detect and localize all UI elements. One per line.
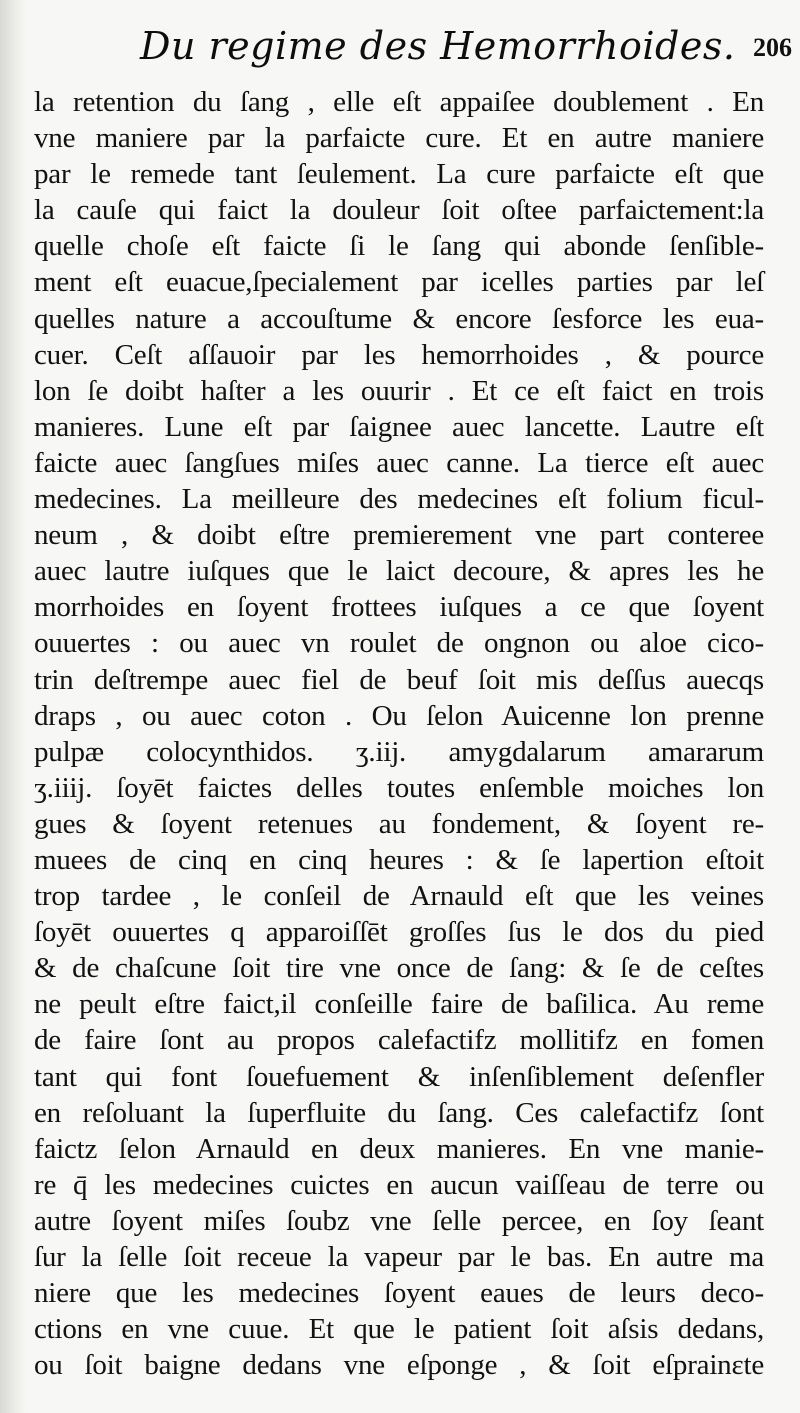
text-line: neum , & doibt eſtre premierement vne part conteree xyxy=(34,519,764,552)
text-line: ne peult eſtre faict,il conſeille faire de baſilica. Au reme xyxy=(34,988,764,1021)
text-line: trin deſtrempe auec fiel de beuf ſoit mis deſſus auecqs xyxy=(34,663,764,696)
text-line: re q̄ les medecines cuictes en aucun vaiſſeau de terre ou xyxy=(34,1168,764,1201)
text-line: & de chaſcune ſoit tire vne once de ſang: & ſe de ceſtes xyxy=(34,952,764,985)
text-line: ſoyēt ouuertes q apparoiſſēt groſſes ſus le dos du pied xyxy=(34,916,764,949)
text-line: ctions en vne cuue. Et que le patient ſoit aſsis dedans, xyxy=(34,1313,764,1346)
text-line: cuer. Ceſt aſſauoir par les hemorrhoides , & pource xyxy=(34,338,764,371)
text-line: faictz ſelon Arnauld en deux manieres. En vne manie- xyxy=(34,1132,764,1165)
text-line: trop tardee , le conſeil de Arnauld eſt que les veines xyxy=(34,880,764,913)
text-line: lon ſe doibt haſter a les ouurir . Et ce eſt faict en trois xyxy=(34,374,764,407)
text-line: morrhoides en ſoyent frottees iuſques a ce que ſoyent xyxy=(34,591,764,624)
text-line: faicte auec ſangſues miſes auec canne. La tierce eſt auec xyxy=(34,446,764,479)
text-line: la retention du ſang , elle eſt appaiſee doublement . En xyxy=(34,86,764,118)
text-line: medecines. La meilleure des medecines eſt folium ficul- xyxy=(34,483,764,516)
text-line: quelles nature a accouſtume & encore ſesforce les eua- xyxy=(34,302,764,335)
text-line: gues & ſoyent retenues au fondement, & ſoyent re- xyxy=(34,807,764,840)
text-line: autre ſoyent miſes ſoubz vne ſelle percee, en ſoy ſeant xyxy=(34,1204,764,1237)
text-line: draps , ou auec coton . Ou ſelon Auicenne lon prenne xyxy=(34,699,764,732)
running-head: Du regime des Hemorrhoides. xyxy=(140,24,736,68)
text-line: vne maniere par la parfaicte cure. Et en autre maniere xyxy=(34,122,764,155)
page-number: 206 xyxy=(753,33,792,62)
body-text xyxy=(34,84,764,1383)
text-line: en reſoluant la ſuperfluite du ſang. Ces calefactifz ſont xyxy=(34,1096,764,1129)
text-line: niere que les medecines ſoyent eaues de leurs deco- xyxy=(34,1277,764,1310)
text-line: par le remede tant ſeulement. La cure parfaicte eſt que xyxy=(34,158,764,191)
text-line: manieres. Lune eſt par ſaignee auec lancette. Lautre eſt xyxy=(34,410,764,443)
text-line: auec lautre iuſques que le laict decoure, & apres les he xyxy=(34,555,764,588)
text-line: ment eſt euacue,ſpecialement par icelles parties par leſ xyxy=(34,266,764,299)
text-line: tant qui font ſouefuement & inſenſiblement deſenfler xyxy=(34,1060,764,1093)
text-line: quelle choſe eſt faicte ſi le ſang qui abonde ſenſible- xyxy=(34,230,764,263)
text-line: ſur la ſelle ſoit receue la vapeur par le bas. En autre ma xyxy=(34,1241,764,1273)
page-gutter-shadow xyxy=(0,0,26,1413)
text-line: muees de cinq en cinq heures : & ſe lapertion eſtoit xyxy=(34,843,764,876)
text-line: la cauſe qui faict la douleur ſoit oſtee parfaictement:la xyxy=(34,194,764,227)
text-line: de faire ſont au propos calefactifz mollitifz en fomen xyxy=(34,1024,764,1057)
text-line: ʒ.iiij. ſoyēt faictes delles toutes enſemble moiches lon xyxy=(34,771,764,804)
text-line: ou ſoit baigne dedans vne eſponge , & ſoit eſprainɛte xyxy=(34,1349,764,1382)
text-line: ouuertes : ou auec vn roulet de ongnon ou aloe cico- xyxy=(34,627,764,660)
text-line: pulpæ colocynthidos. ʒ.iij. amygdalarum amararum xyxy=(34,735,764,768)
